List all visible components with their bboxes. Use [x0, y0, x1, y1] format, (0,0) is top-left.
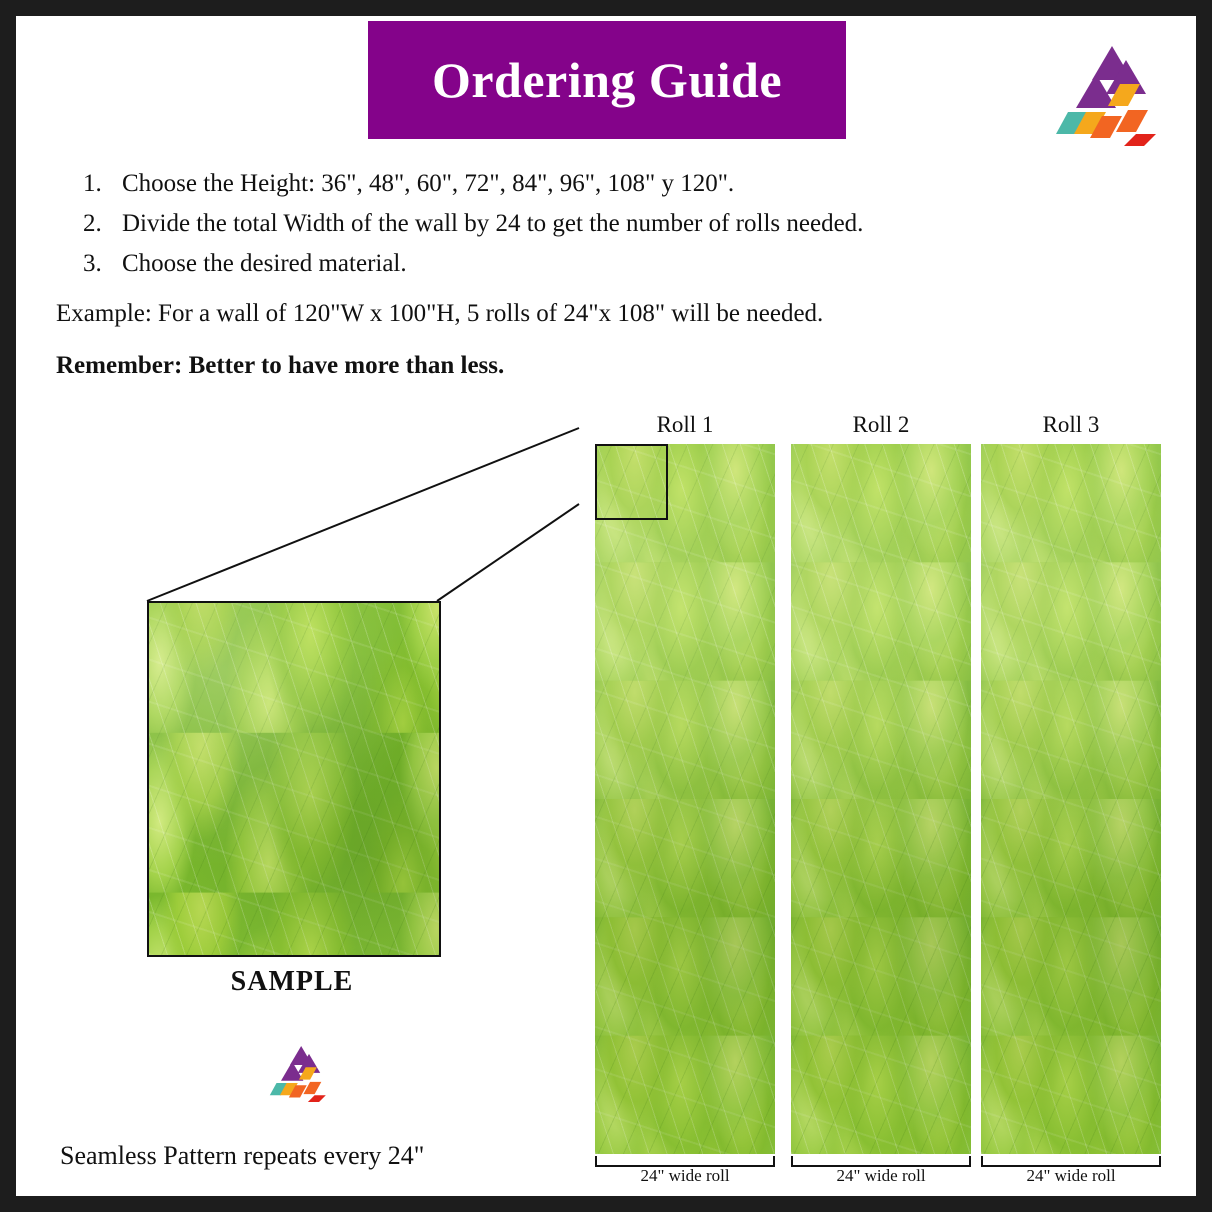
leaf-pattern [981, 444, 1161, 1154]
instruction-step-2: 2. Divide the total Width of the wall by 24 to get the number of rolls needed. [108, 204, 1166, 244]
detail-source-square [595, 444, 668, 520]
roll-width-measure-2 [791, 1156, 971, 1190]
instruction-step-3: 3. Choose the desired material. [108, 244, 1166, 284]
page-title: Ordering Guide [431, 52, 783, 108]
document-page [16, 16, 1196, 1196]
example-line: Example: For a wall of 120"W x 100"H, 5 rolls of 24"x 108" will be needed. [56, 300, 824, 327]
instructions-list [56, 164, 1166, 284]
roll-width-note-2: 24" wide roll [836, 1166, 926, 1185]
roll-width-measure-1 [595, 1156, 775, 1190]
leaf-pattern-zoomed [147, 601, 441, 957]
sample-swatch [147, 601, 441, 957]
roll-label-3: Roll 3 [1042, 412, 1100, 437]
roll-width-measure-3 [981, 1156, 1161, 1190]
roll-width-note-3: 24" wide roll [1026, 1166, 1116, 1185]
roll-label-2: Roll 2 [852, 412, 910, 437]
leaf-pattern [595, 444, 775, 1154]
title-banner [368, 21, 846, 139]
roll-label-1: Roll 1 [656, 412, 714, 437]
roll-panel-1 [595, 444, 775, 1154]
sample-caption: SAMPLE [230, 966, 354, 997]
instruction-step-1: 1. Choose the Height: 36", 48", 60", 72", 84", 96", 108" y 120". [108, 164, 1166, 204]
roll-width-note-1: 24" wide roll [640, 1166, 730, 1185]
instructions-block [56, 164, 1166, 386]
seamless-pattern-note: Seamless Pattern repeats every 24" [60, 1141, 425, 1170]
az-logo-icon [264, 1046, 326, 1102]
roll-panel-3 [981, 444, 1161, 1154]
remember-line: Remember: Better to have more than less. [56, 352, 505, 379]
leaf-pattern [791, 444, 971, 1154]
az-logo-icon [1046, 46, 1156, 146]
roll-panel-2 [791, 444, 971, 1154]
